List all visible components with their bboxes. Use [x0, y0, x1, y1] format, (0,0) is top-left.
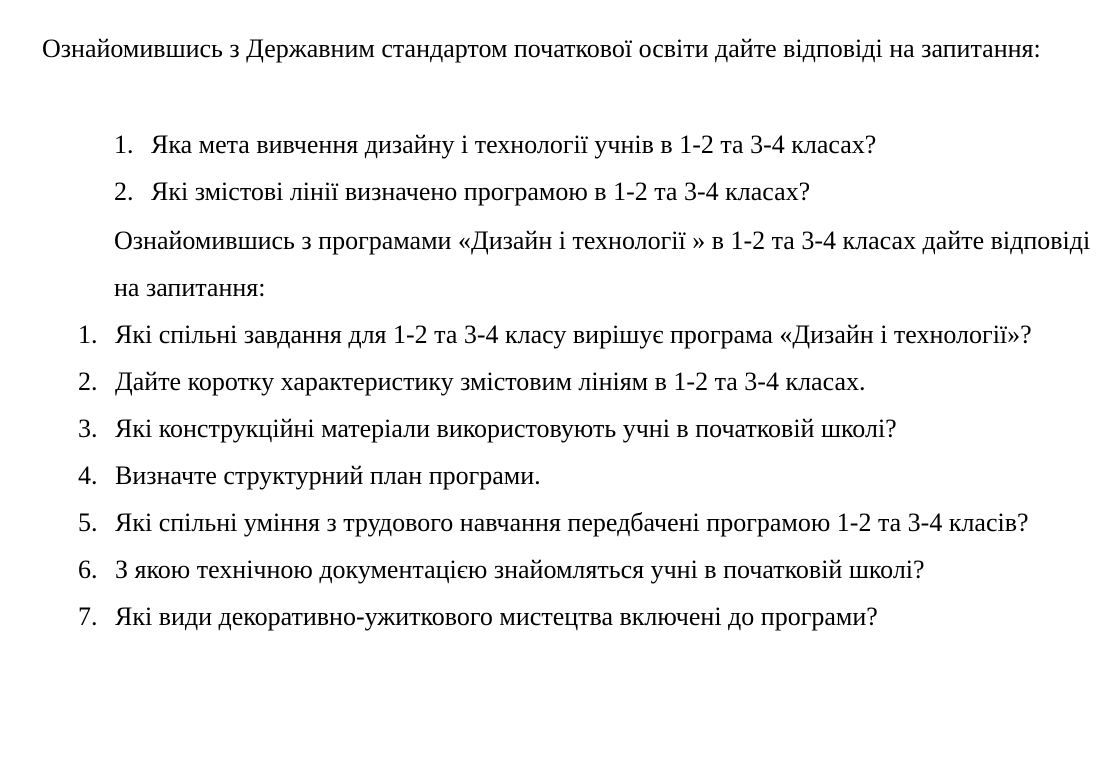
list-item	[78, 405, 1108, 452]
list-item-number: 6.	[78, 555, 98, 584]
list-item-text: Дайте коротку характеристику змістовим лініям в 1-2 та 3-4 класах.	[115, 367, 866, 396]
list-item-number: 2.	[114, 177, 134, 206]
list-item-text: Які змістові лінії визначено програмою в 1-2 та 3-4 класах?	[151, 177, 811, 206]
list-item-text: З якою технічною документацією знайомляться учні в початковій школі?	[115, 555, 925, 584]
list-item-number: 2.	[78, 367, 98, 396]
list-item-text: Які спільні уміння з трудового навчання передбачені програмою 1-2 та 3-4 класів?	[115, 508, 1029, 537]
list-item-number: 7.	[78, 602, 98, 631]
list-item	[78, 452, 1108, 499]
list-item-text: Визначте структурний план програми.	[115, 461, 541, 490]
list-item	[78, 499, 1108, 546]
list-item	[78, 593, 1108, 640]
list-item-text: Які конструкційні матеріали використовують учні в початковій школі?	[115, 414, 897, 443]
list-item-number: 1.	[114, 130, 134, 159]
list-item	[114, 121, 1104, 168]
list-item-text: Які види декоративно-ужиткового мистецтва включені до програми?	[115, 602, 878, 631]
program-intro-paragraph: Ознайомившись з програмами «Дизайн і технології » в 1-2 та 3-4 класах дайте відповіді на запитання:	[114, 226, 1091, 302]
list-item-number: 5.	[78, 508, 98, 537]
list-item	[114, 168, 1104, 215]
list-item-text: Яка мета вивчення дизайну і технології учнів в 1-2 та 3-4 класах?	[151, 130, 877, 159]
program-questions-list	[78, 311, 1108, 640]
list-item-number: 4.	[78, 461, 98, 490]
list-item-number: 1.	[78, 320, 98, 349]
list-item	[78, 546, 1108, 593]
list-item	[78, 311, 1108, 358]
list-item-number: 3.	[78, 414, 98, 443]
list-item-text: Які спільні завдання для 1-2 та 3-4 класу вирішує програма «Дизайн і технології»?	[115, 320, 1032, 349]
intro-paragraph: Ознайомившись з Державним стандартом початкової освіти дайте відповіді на запитання:	[42, 34, 1041, 63]
list-item	[78, 358, 1108, 405]
standard-questions-list	[114, 121, 1104, 215]
